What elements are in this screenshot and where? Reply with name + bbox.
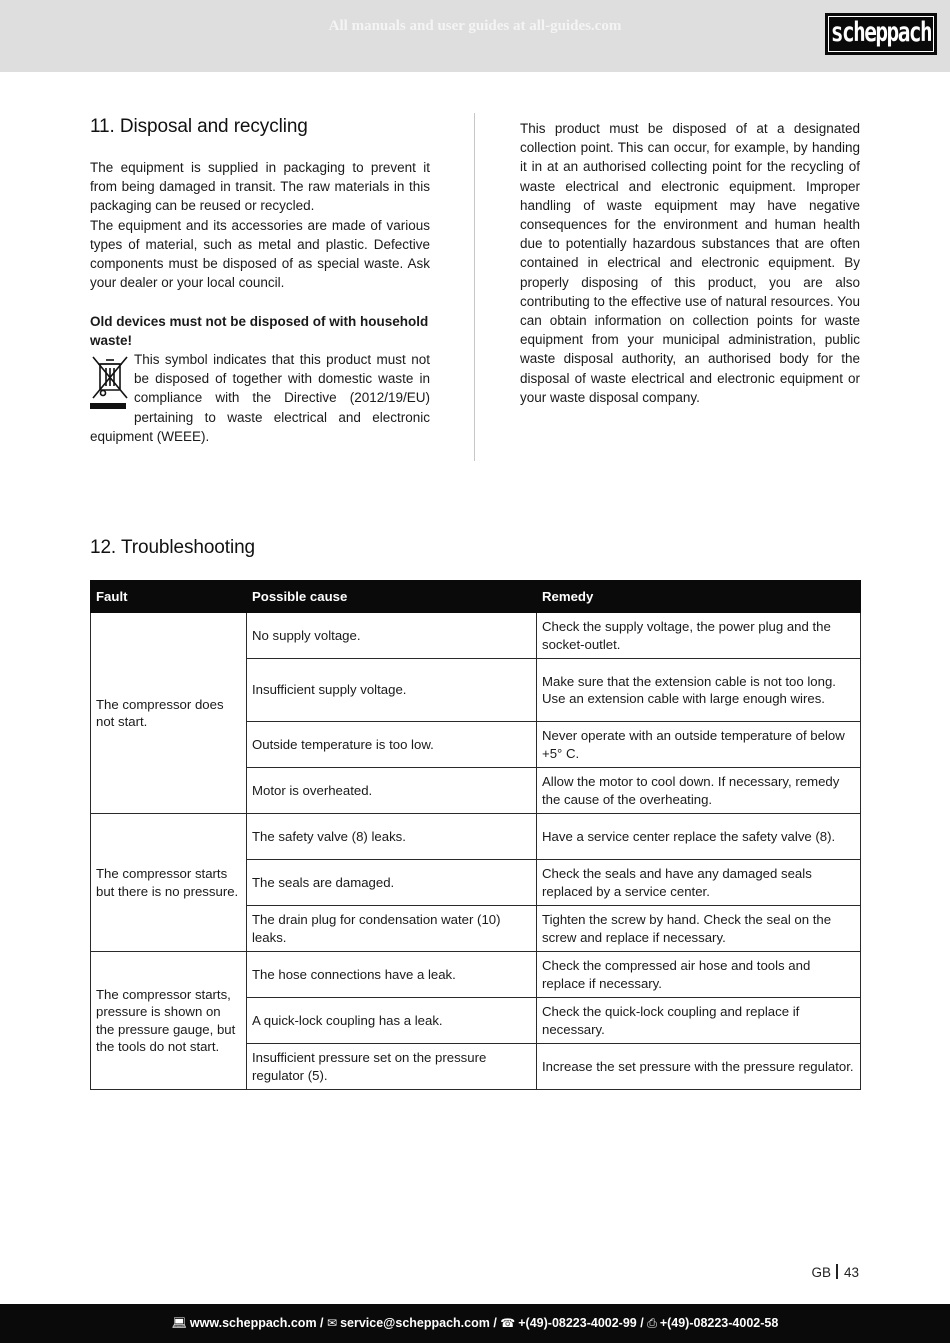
disposal-paragraph-2: The equipment and its accessories are made of various types of material, such as metal and plastic. Defective components must be disposed of as special waste. Ask your dealer or your local council. (90, 217, 430, 291)
footer-phone: +(49)-08223-4002-99 (518, 1316, 637, 1330)
top-bar (0, 0, 950, 72)
phone-icon: ☎︎ (500, 1316, 516, 1330)
weee-symbol-text: This symbol indicates that this product must not be disposed of together with domestic waste in compliance with the Directive (2012/19/EU) pertaining to waste electrical and electronic equipment (WEEE). (90, 352, 430, 444)
footer-website[interactable]: www.scheppach.com (189, 1316, 317, 1330)
cause-cell: The drain plug for condensation water (10) leaks. (247, 906, 537, 952)
cause-cell: Outside temperature is too low. (247, 722, 537, 768)
page-number-value: 43 (843, 1265, 859, 1280)
footer-email[interactable]: service@scheppach.com (340, 1316, 490, 1330)
fault-cell: The compressor starts, pressure is shown on the pressure gauge, but the tools do not start. (91, 952, 247, 1090)
disposal-right-column (520, 119, 860, 407)
footer-separator: / (493, 1316, 497, 1330)
footer-separator: / (320, 1316, 324, 1330)
footer-separator: / (640, 1316, 644, 1330)
header-remedy: Remedy (537, 581, 861, 613)
table-row (91, 814, 861, 860)
fax-icon: ⎙ (647, 1316, 657, 1330)
page-language: GB (811, 1265, 831, 1280)
column-divider (474, 113, 475, 461)
remedy-cell: Check the compressed air hose and tools and replace if necessary. (537, 952, 861, 998)
household-waste-warning: Old devices must not be disposed of with household waste! (90, 313, 429, 348)
remedy-cell: Never operate with an outside temperature of below +5° C. (537, 722, 861, 768)
computer-icon: 💻︎ (171, 1316, 187, 1330)
remedy-cell: Allow the motor to cool down. If necessary, remedy the cause of the overheating. (537, 768, 861, 814)
remedy-cell: Check the supply voltage, the power plug and the socket-outlet. (537, 613, 861, 659)
section-title-troubleshooting: 12. Troubleshooting (90, 537, 255, 558)
cause-cell: The hose connections have a leak. (247, 952, 537, 998)
remedy-cell: Increase the set pressure with the pressure regulator. (537, 1044, 861, 1090)
fault-cell: The compressor starts but there is no pressure. (91, 814, 247, 952)
fault-cell: The compressor does not start. (91, 613, 247, 814)
section-title-disposal: 11. Disposal and recycling (90, 116, 308, 137)
header-fault: Fault (91, 581, 247, 613)
contact-footer (0, 1304, 950, 1343)
cause-cell: Insufficient supply voltage. (247, 659, 537, 722)
table-row (91, 613, 861, 659)
footer-fax: +(49)-08223-4002-58 (659, 1316, 779, 1330)
cause-cell: Motor is overheated. (247, 768, 537, 814)
page-number-divider (836, 1264, 838, 1279)
remedy-cell: Make sure that the extension cable is not too long. Use an extension cable with large enough wires. (537, 659, 861, 722)
remedy-cell: Have a service center replace the safety valve (8). (537, 814, 861, 860)
mail-icon: ✉︎ (327, 1316, 338, 1330)
crossed-out-wheelie-bin-icon (90, 354, 130, 414)
page-number (811, 1264, 859, 1280)
cause-cell: The seals are damaged. (247, 860, 537, 906)
disposal-paragraph-1: The equipment is supplied in packaging to prevent it from being damaged in transit. The raw materials in this packaging can be reused or recycled. (90, 160, 430, 214)
header-possible-cause: Possible cause (247, 581, 537, 613)
watermark: All manuals and user guides at all-guides.com (328, 18, 622, 34)
remedy-cell: Tighten the screw by hand. Check the seal on the screw and replace if necessary. (537, 906, 861, 952)
logo-text: scheppach (830, 17, 932, 47)
table-row (91, 952, 861, 998)
disposal-collection-text: This product must be disposed of at a designated collection point. This can occur, for example, by handing it in at an authorised collecting point for the recycling of waste electrical and electronic equipment. Improper handling of waste equipment may have negative consequences for the environment and human health due to potentially hazardous substances that are often contained in electrical and electronic equipment. By properly disposing of this product, you are also contributing to the effective use of natural resources. You can obtain information on collection points for waste equipment from your municipal administration, public waste disposal authority, an authorised body for the disposal of waste electrical and electronic equipment or your waste disposal company. (520, 121, 860, 405)
cause-cell: Insufficient pressure set on the pressure regulator (5). (247, 1044, 537, 1090)
disposal-left-column (90, 158, 430, 446)
cause-cell: No supply voltage. (247, 613, 537, 659)
cause-cell: The safety valve (8) leaks. (247, 814, 537, 860)
table-header-row (91, 581, 861, 613)
remedy-cell: Check the seals and have any damaged seals replaced by a service center. (537, 860, 861, 906)
scheppach-logo (825, 13, 937, 55)
remedy-cell: Check the quick-lock coupling and replace if necessary. (537, 998, 861, 1044)
cause-cell: A quick-lock coupling has a leak. (247, 998, 537, 1044)
troubleshooting-table (90, 580, 861, 1090)
